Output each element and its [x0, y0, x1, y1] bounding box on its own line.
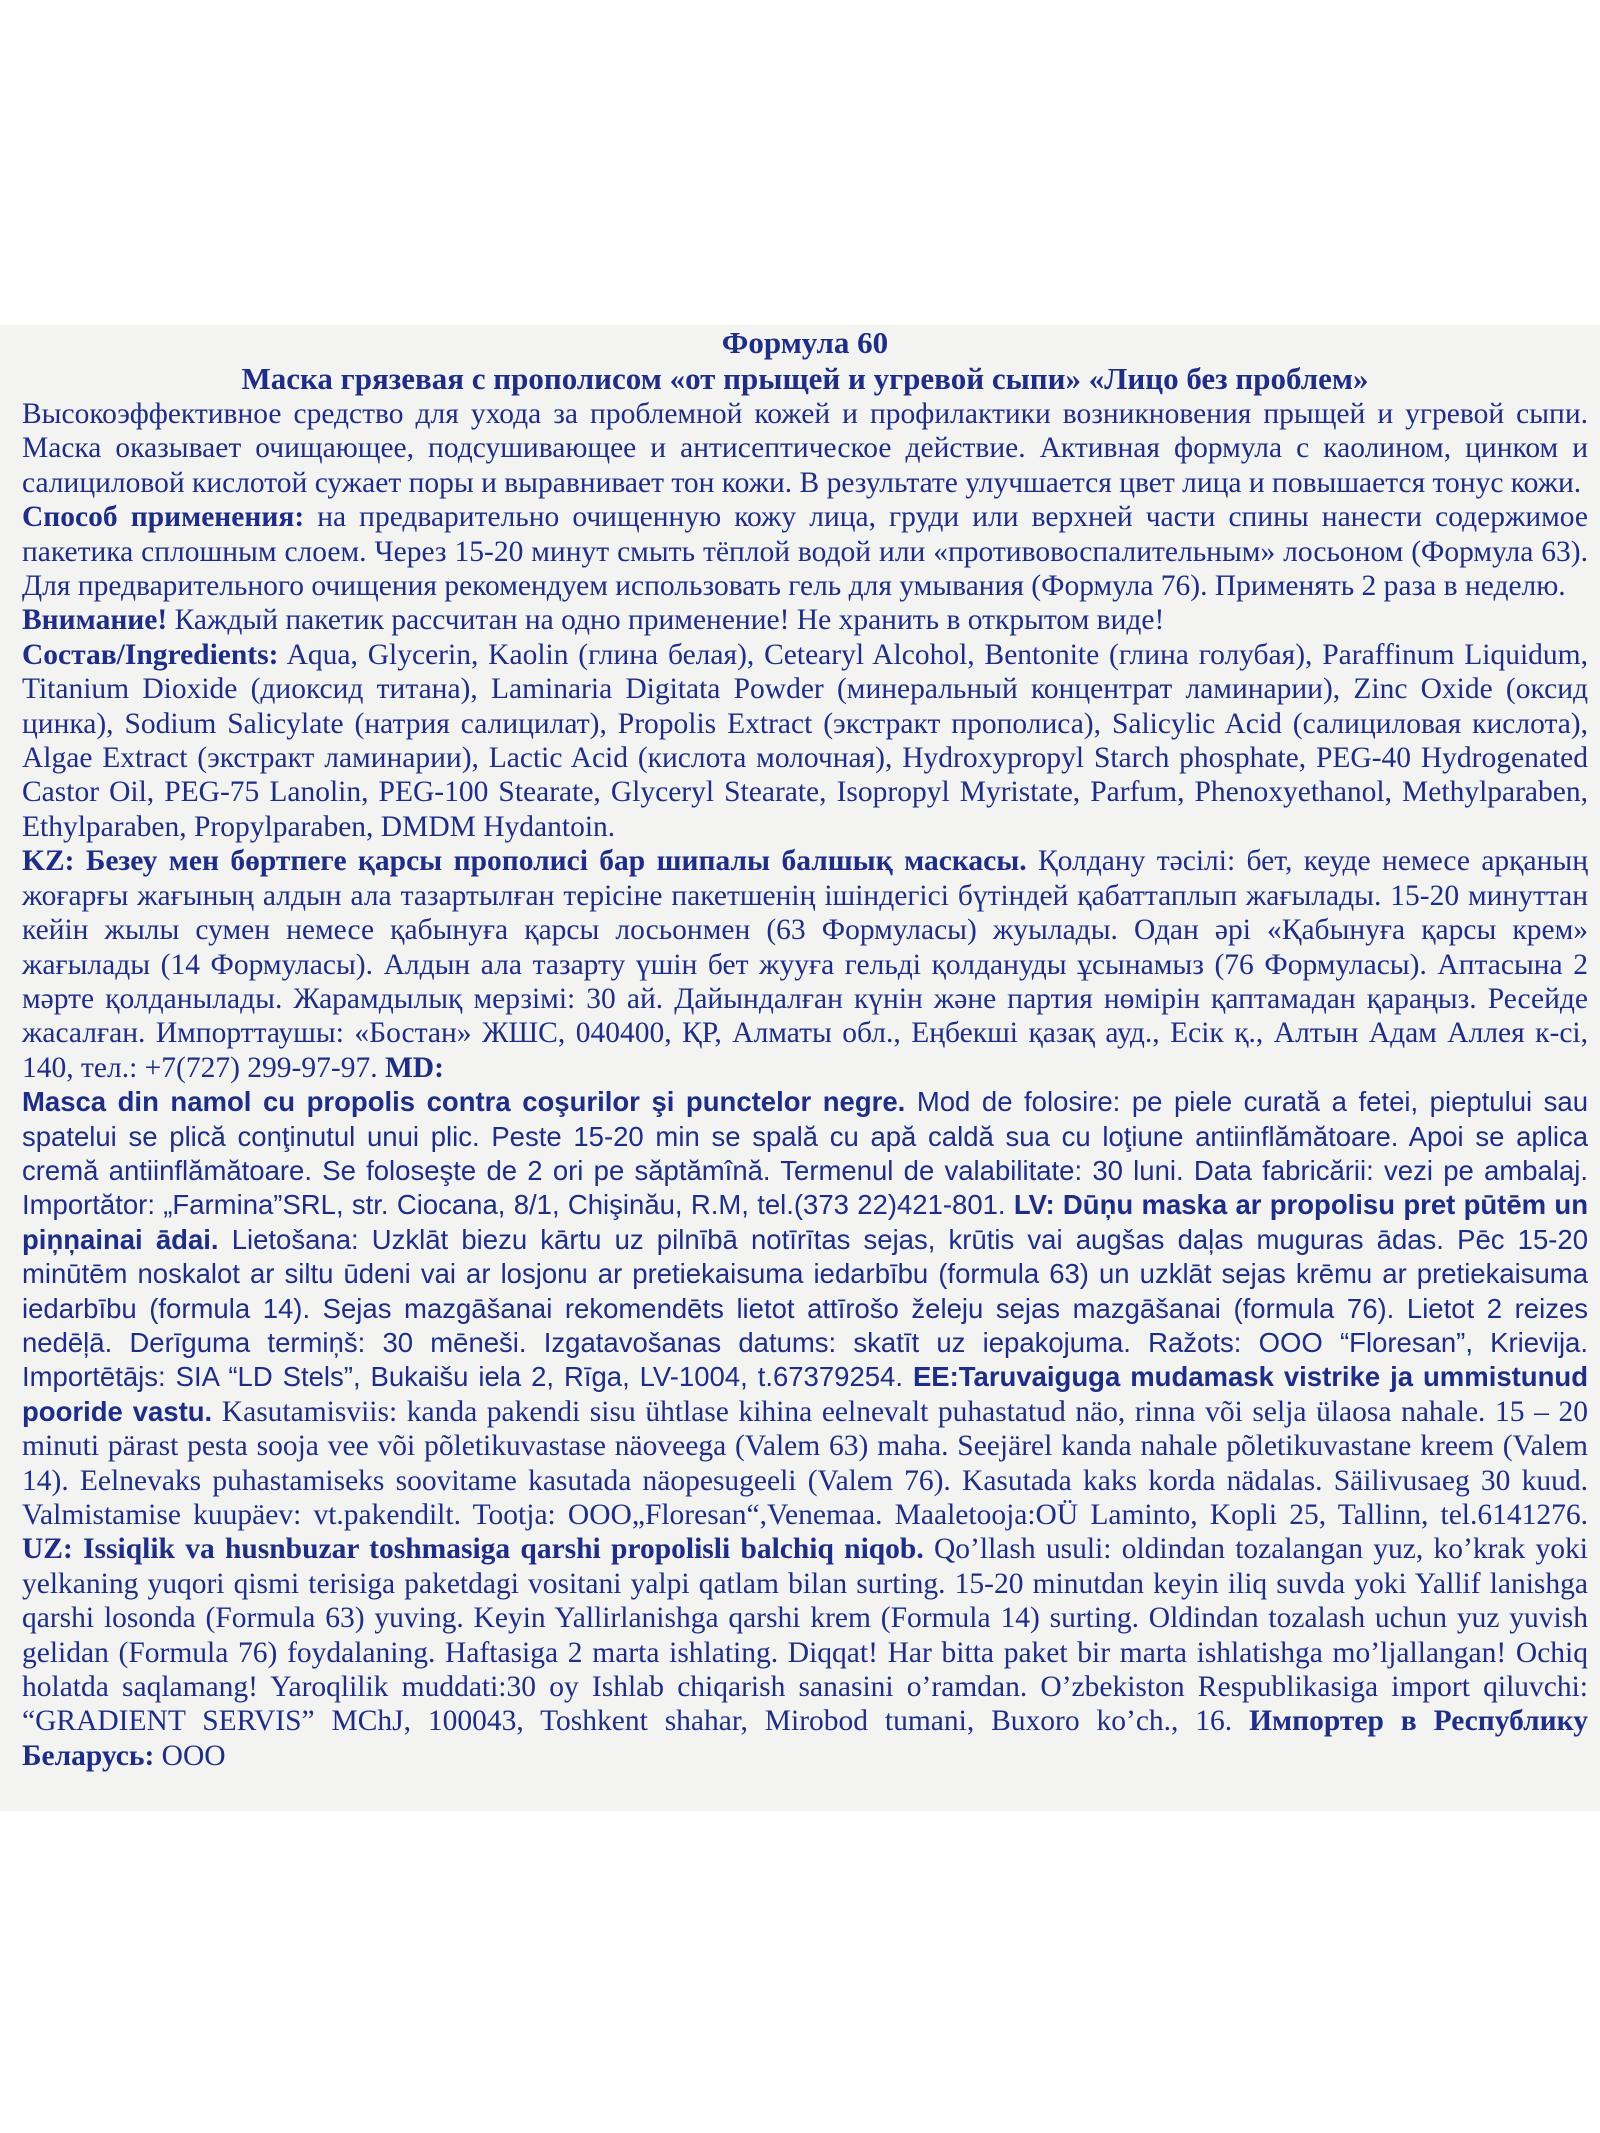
ru-usage-label: Способ применения:	[22, 501, 305, 534]
kz-text: Қолдану тәсілі: бет, кеуде немесе арқаның жоғарғы жағының алдын ала тазартылған терісіне пакетшенің ішіндегісі бүтіндей қабаттаплып жағылады. 15-20 минуттан кейін жылы сумен немесе қабынуға қарсы лосьонмен (63 Формуласы) жуылады. Одан әрі «Қабынуға қарсы крем» жағылады (14 Формуласы). Алдын ала тазарту үшін бет жууға гельді қолдануды ұсынамыз (76 Формуласы). Аптасына 2 мәрте қолданылады. Жарамдылық мерзімі: 30 ай. Дайындалған күнін және партия нөмірін қаптамадан қараңыз. Ресейде жасалған. Импорттаушы: «Бостан» ЖШС, 040400, ҚР, Алматы обл., Еңбекші қазақ ауд., Есік қ., Алтын Адам Аллея к-сі, 140, тел.: +7(727) 299-97-97.	[22, 845, 1588, 1084]
md-text: Mod de folosire: pe piele curată a fetei, pieptului sau spatelui se plică conţinutul unui plic. Peste 15-20 min se spală cu apă caldă sua cu loţiune antiinflămătoare. Apoi se aplica cremă antiinflămătoare. Se foloseşte de 2 ori pe săptămînă. Termenul de valabilitate: 30 luni. Data fabricării: vezi pe ambalaj. Importător: „Farmina”SRL, str. Ciocana, 8/1, Chişinău, R.M, tel.(373 22)421-801.	[22, 1086, 1589, 1221]
ru-ingredients-text: Aqua, Glycerin, Kaolin (глина белая), Cetearyl Alcohol, Bentonite (глина голубая), Paraffinum Liquidum, Titanium Dioxide (диоксид титана), Laminaria Digitata Powder (минеральный концентрат ламинарии), Zinc Oxide (оксид цинка), Sodium Salicylate (натрия салицилат), Propolis Extract (экстракт прополиса), Salicylic Acid (салициловая кислота), Algae Extract (экстракт ламинарии), Lactic Acid (кислота молочная), Hydroxypropyl Starch phosphate, PEG-40 Hydrogenated Castor Oil, PEG-75 Lanolin, PEG-100 Stearate, Glyceryl Stearate, Isopropyl Myristate, Parfum, Phenoxyethanol, Methylparaben, Ethylparaben, Propylparaben, DMDM Hydantoin.	[22, 638, 1588, 843]
by-importer-label: Импортер в Республику Беларусь:	[22, 1705, 1588, 1772]
label-text-block	[0, 325, 1600, 1773]
ru-warning-label: Внимание!	[22, 604, 168, 637]
multilang-section	[22, 844, 1588, 1773]
bottom-background	[0, 1811, 1600, 2133]
uz-text: Qo’llash usuli: oldindan tozalangan yuz, ko’krak yoki yelkaning yuqori qismi terisiga paketdagi vositani yalpi qatlam bilan surting. 15-20 minutdan keyin iliq suvda yoki Yallif lanishga qarshi losonda (Formula 63) yuving. Keyin Yallirlanishga qarshi krem (Formula 14) surting. Oldindan tozalash uchun yuz yuvish gelidan (Formula 76) foydalaning. Haftasiga 2 marta ishlating. Diqqat! Har bitta paket bir marta ishlatishga mo’ljallangan! Ochiq holatda saqlamang! Yaroqlilik muddati:30 oy Ishlab chiqarish sanasini o’ramdan. O’zbekiston Respublikasiga import qiluvchi: “GRADIENT SERVIS” MChJ, 100043, Toshkent shahar, Mirobod tumani, Buxoro ko’ch., 16.	[22, 1533, 1588, 1738]
ru-warning	[22, 603, 1588, 637]
md-code: MD:	[384, 1051, 444, 1084]
product-label	[0, 325, 1600, 1811]
ee-label: Taruvaiguga mudamask vistrike ja ummistunud pooride vastu.	[22, 1361, 1588, 1427]
lv-text: Lietošana: Uzklāt biezu kārtu uz pilnībā notīrītas sejas, krūtis vai augšas daļas muguras ādas. Pēc 15-20 minūtēm noskalot ar siltu ūdeni vai ar losjonu ar pretiekaisuma iedarbību (formula 63) un uzklāt sejas krēmu ar pretiekaisuma iedarbību (formula 14). Sejas mazgāšanai rekomendēts lietot attīrošo želeju sejas mazgāšanai (formula 76). Lietot 2 reizes nedēļā. Derīguma termiņš: 30 mēneši. Izgatavošanas datums: skatīt uz iepakojuma. Ražots: OOO “Floresan”, Krievija. Importētājs: SIA “LD Stels”, Bukaišu iela 2, Rīga, LV-1004, t.67379254.	[22, 1223, 1588, 1393]
ee-code: EE:	[912, 1361, 959, 1393]
ee-text: Kasutamisviis: kanda pakendi sisu ühtlase kihina eelnevalt puhastatud näo, rinna või selja ülaosa nahale. 15 – 20 minuti pärast pesta sooja vee või põletikuvastase näoveega (Valem 63) maha. Seejärel kanda nahale põletikuvastane kreem (Valem 14). Eelnevaks puhastamiseks soovitame kasutada näopesugeeli (Valem 76). Kasutada kaks korda nädalas. Säilivusaeg 30 kuud. Valmistamise kuupäev: vt.pakendilt. Tootja: OOO„Floresan“,Venemaa. Maaletooja:OÜ Laminto, Kopli 25, Tallinn, tel.6141276.	[22, 1395, 1588, 1531]
lv-label: Dūņu maska ar propolisu pret pūtēm un piņņainai ādai.	[22, 1189, 1588, 1255]
ru-ingredients	[22, 638, 1588, 844]
md-label: Masca din namol cu propolis contra coşurilor şi punctelor negre.	[22, 1086, 906, 1118]
ru-description: Высокоэффективное средство для ухода за проблемной кожей и профилактики возникновения прыщей и угревой сыпи. Маска оказывает очищающее, подсушивающее и антисептическое действие. Активная формула с каолином, цинком и салициловой кислотой сужает поры и выравнивает тон кожи. В результате улучшается цвет лица и повышается тонус кожи.	[22, 398, 1588, 499]
product-title: Маска грязевая с прополисом «от прыщей и угревой сыпи» «Лицо без проблем»	[241, 361, 1369, 396]
formula-number: Формула 60	[721, 325, 889, 360]
uz-label: UZ: Issiqlik va husnbuzar toshmasiga qarshi propolisli balchiq niqob.	[22, 1533, 924, 1566]
ru-warning-text: Каждый пакетик рассчитан на одно применение! Не хранить в открытом виде!	[167, 604, 1165, 637]
ru-usage-text: на предварительно очищенную кожу лица, груди или верхней части спины нанести содержимое пакетика сплошным слоем. Через 15-20 минут смыть тёплой водой или «противовоспалительным» лосьоном (Формула 63). Для предварительного очищения рекомендуем использовать гель для умывания (Формула 76). Применять 2 раза в неделю.	[22, 501, 1589, 603]
lv-code: LV:	[1013, 1189, 1055, 1221]
kz-label: KZ: Безеу мен бөртпеге қарсы прополисі бар шипалы балшық маскасы.	[22, 845, 1027, 878]
ru-usage	[22, 500, 1588, 603]
by-importer-text: ООО	[154, 1739, 226, 1772]
ru-ingredients-label: Состав/Ingredients:	[22, 638, 279, 671]
